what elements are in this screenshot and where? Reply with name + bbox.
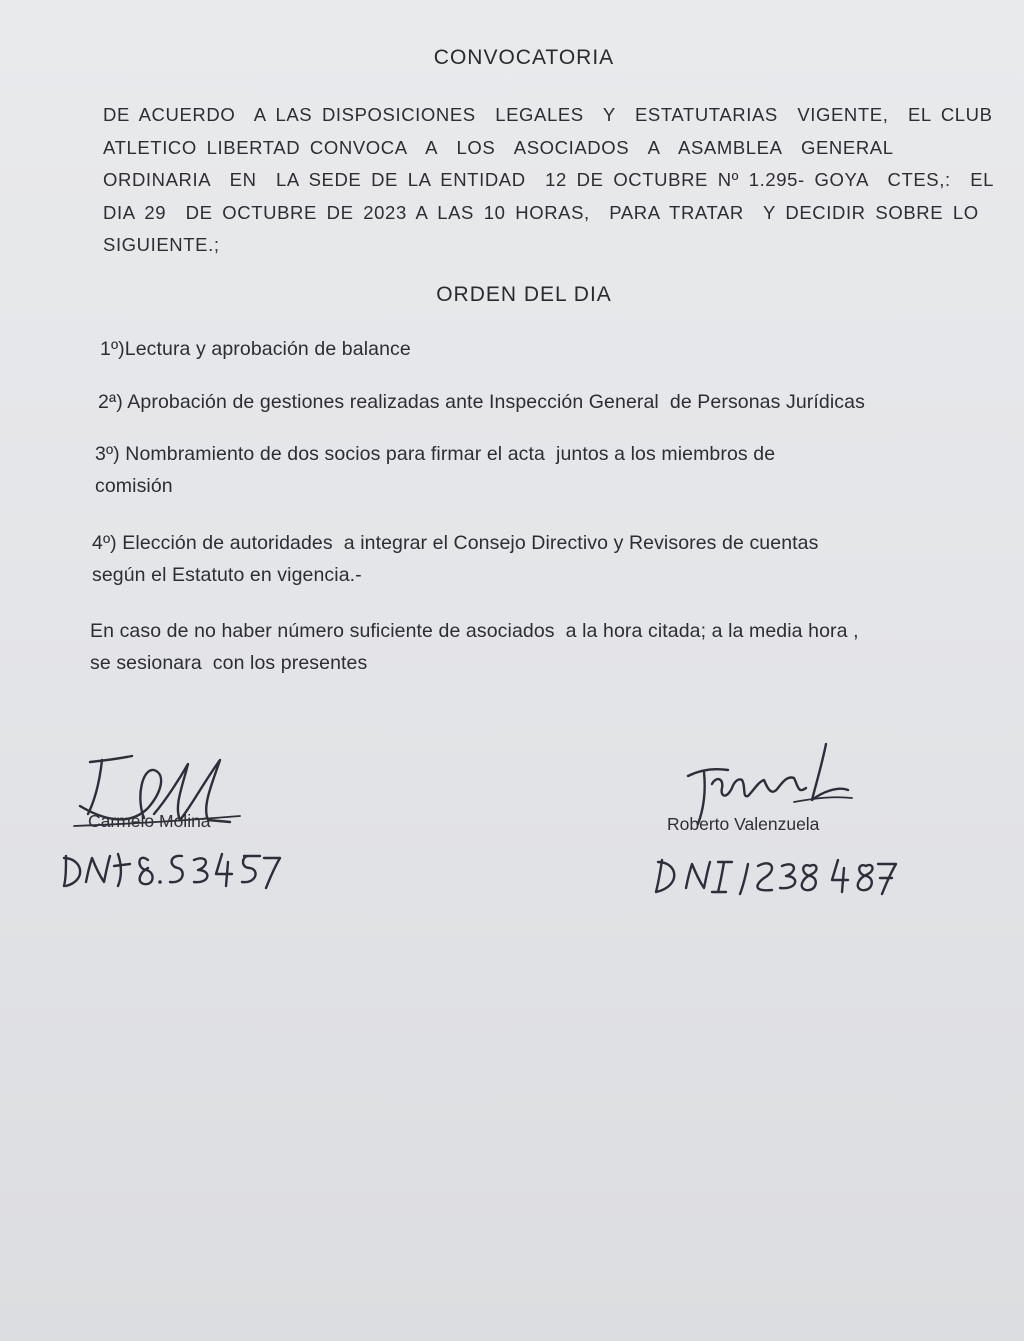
intro-paragraph [103, 99, 995, 262]
signer-name-right: Roberto Valenzuela [667, 814, 820, 834]
closing-line: se sesionara con los presentes [90, 652, 368, 674]
agenda-item-3 [95, 438, 775, 502]
intro-line: ATLETICO LIBERTAD CONVOCA A LOS ASOCIADOS A ASAMBLEA GENERAL [103, 136, 894, 158]
agenda-item-2 [98, 386, 865, 418]
intro-line: SIGUIENTE.; [103, 234, 220, 255]
intro-line: DIA 29 DE OCTUBRE DE 2023 A LAS 10 HORAS, PARA TRATAR Y DECIDIR SOBRE LO [103, 201, 979, 223]
closing-paragraph [90, 615, 859, 679]
agenda-line: según el Estatuto en vigencia.- [92, 564, 362, 586]
signer-dni-right [652, 852, 902, 902]
document-title: CONVOCATORIA [433, 46, 615, 69]
agenda-line: 2ª) Aprobación de gestiones realizadas ante Inspección General de Personas Jurídicas [98, 391, 865, 413]
agenda-line: 3º) Nombramiento de dos socios para firmar el acta juntos a los miembros de [95, 443, 776, 465]
closing-line: En caso de no haber número suficiente de asociados a la hora citada; a la media hora , [90, 620, 859, 642]
intro-line: DE ACUERDO A LAS DISPOSICIONES LEGALES Y ESTATUTARIAS VIGENTE, EL CLUB [103, 104, 993, 125]
agenda-item-1 [100, 333, 411, 365]
agenda-line: 4º) Elección de autoridades a integrar el Consejo Directivo y Revisores de cuentas [92, 532, 819, 554]
signer-name-left: Carmelo Molina [88, 811, 211, 831]
intro-line: ORDINARIA EN LA SEDE DE LA ENTIDAD 12 DE OCTUBRE Nº 1.295- GOYA CTES,: EL [103, 169, 995, 190]
agenda-line: 1º)Lectura y aprobación de balance [100, 338, 411, 360]
agenda-item-4 [92, 527, 818, 591]
agenda-line: comisión [95, 475, 173, 497]
agenda-title: ORDEN DEL DIA [436, 283, 612, 306]
signer-dni-left [60, 846, 280, 896]
